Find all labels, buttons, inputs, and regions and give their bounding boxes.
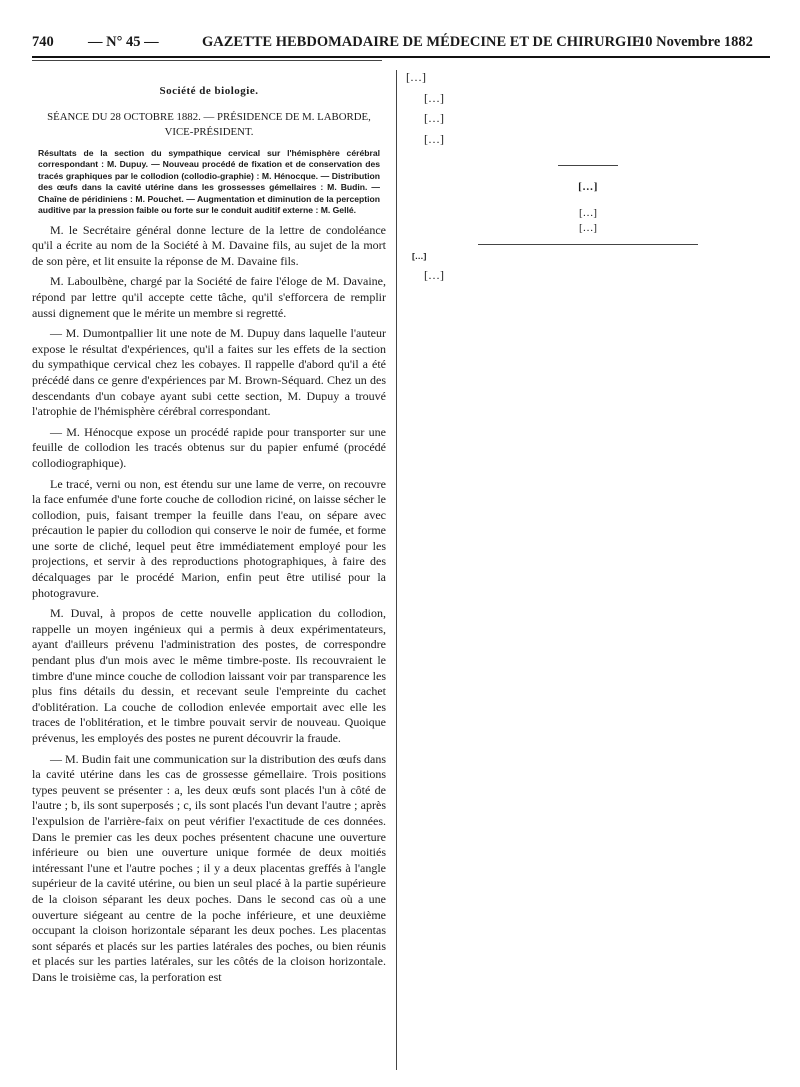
seance-line: […] [579, 221, 597, 234]
seance-heading-therapeutique [406, 206, 770, 236]
header-rule-secondary [32, 60, 382, 61]
left-column [32, 70, 386, 991]
paragraph: M. le Secrétaire général donne lecture de la lettre de condoléance qu'il a écrite au nom de la Société à M. Davaine fils, au sujet de la mort de son père, et lit ensuite la réponse de M. Davaine fils. [32, 222, 386, 268]
paragraph: […] [424, 111, 444, 126]
section-summary-biologie: Résultats de la section du sympathique cervical sur l'hémisphère cérébral correspondant : M. Dupuy. — Nouveau procédé de fixation et de conservation des tracés graphiques par le collodion (collodio-graphie) : M. Hénocque. — Distribution des œufs dans la cavité utérine dans les grossesses gémellaires : M. Budin. — Chaîne de péridiniens : M. Pouchet. — Augmentation et diminution de la perception auditive par la pression faible ou forte sur le conduit auditif externe : M. Gellé. [38, 147, 380, 216]
paragraph: — M. Dumontpallier lit une note de M. Dupuy dans laquelle l'auteur expose le résultat d'expériences, qu'il a faites sur les effets de la section du sympathique cervical chez les cobayes. Il rappelle d'abord qu'il a été précédé dans ce genre d'expériences par M. Brown-Séquard. Chez un des descendants d'un cobaye ayant subi cette section, M. Dupuy a trouvé l'atrophie de l'hémisphère cérébral correspondant. [32, 326, 386, 419]
section-summary-therapeutique: […] [412, 250, 427, 261]
seance-underline [478, 244, 698, 245]
seance-line: […] [579, 206, 597, 219]
seance-heading-biologie: SÉANCE DU 28 OCTOBRE 1882. — PRÉSIDENCE DE M. LABORDE, VICE-PRÉSIDENT. [47, 110, 371, 138]
paragraph: M. Laboulbène, chargé par la Société de faire l'éloge de M. Davaine, répond par lettre qu'il accepte cette tâche, qu'il s'efforcera de remplir aussi dignement que le mérite un membre si regretté. [32, 274, 386, 320]
section-title-biologie: Société de biologie. [159, 85, 259, 97]
issue-number: — N° 45 — [88, 34, 159, 50]
journal-title: GAZETTE HEBDOMADAIRE DE MÉDECINE ET DE CHIRURGIE [202, 34, 642, 50]
paragraph: Le tracé, verni ou non, est étendu sur une lame de verre, on recouvre la face enfumée d'une forte couche de collodion riciné, on laisse sécher le collodion, puis, faisant tremper la feuille dans l'eau, on sépare avec précaution le papier du collodion qui conserve le noir de fumée, et forme une sorte de cliché, lequel peut être immédiatement employé pour les projections, et servir à des reproductions photographiques, à faire des décalquages par le procédé Marion, enfin peut être utilisé pour la photogravure. [32, 476, 386, 600]
issue-date: 10 Novembre 1882 [638, 34, 753, 50]
section-separator [558, 165, 618, 166]
paragraph: — M. Budin fait une communication sur la distribution des œufs dans la cavité utérine dans les cas de grossesse gémellaire. Trois positions types peuvent se présenter : a, les deux œufs sont placés l'un à côté de l'autre ; b, ils sont superposés ; c, ils sont placés l'un devant l'autre ; après l'expulsion de l'arrière-faix on peut vérifier l'exactitude de ces données. Dans le premier cas les deux poches présentent chacune une ouverture inférieure ou bien une ouverture unique formée de deux moitiés intéressant l'une et l'autre poches ; il y a deux placentas greffés à l'angle supérieur de la cavité utérine, ou bien un seul placé à la partie supérieure de la cloison séparant les deux poches. Dans le second cas où a une ouverture siégeant au centre de la poche inférieure, et une deuxième occupant la cloison horizontale séparant les deux poches. Les placentas sont séparés et placés sur les parties latérales des poches, ou bien réunis et placés sur les parties latérales, sur les côtés de la cloison horizontale. Dans le troisième cas, la perforation est [32, 751, 386, 984]
paragraph-continued: […] [406, 70, 426, 84]
journal-page [32, 30, 770, 1070]
column-divider [396, 70, 397, 1070]
header-rule [32, 56, 770, 58]
paragraph: — M. Hénocque expose un procédé rapide pour transporter sur une feuille de collodion les tracés obtenus sur du papier enfumé (procédé collodiographique). [32, 424, 386, 470]
section-title-therapeutique: […] [578, 181, 598, 194]
page-number: 740 [32, 34, 54, 50]
paragraph: […] [424, 90, 444, 105]
paragraph: […] [424, 131, 444, 146]
paragraph: […] [424, 268, 444, 283]
paragraph: M. Duval, à propos de cette nouvelle application du collodion, rappelle un moyen ingénieux qui a permis à deux expérimentateurs, ayant d'ailleurs prévenu l'administration des postes, de correspondre pendant plus d'un mois avec le même timbre-poste. Ils recouvraient le timbre d'une mince couche de collodion laissant voir par transparence les plus fins détails du dessin, et recevant seule l'empreinte du cachet d'oblitération. La couche de collodion enlevée emportait avec elle les traces de l'oblitération, et le timbre pouvait servir de nouveau. Quoique prévenus, les employés des postes ne purent découvrir la fraude. [32, 606, 386, 745]
right-column [406, 70, 770, 289]
page-header [32, 30, 770, 54]
